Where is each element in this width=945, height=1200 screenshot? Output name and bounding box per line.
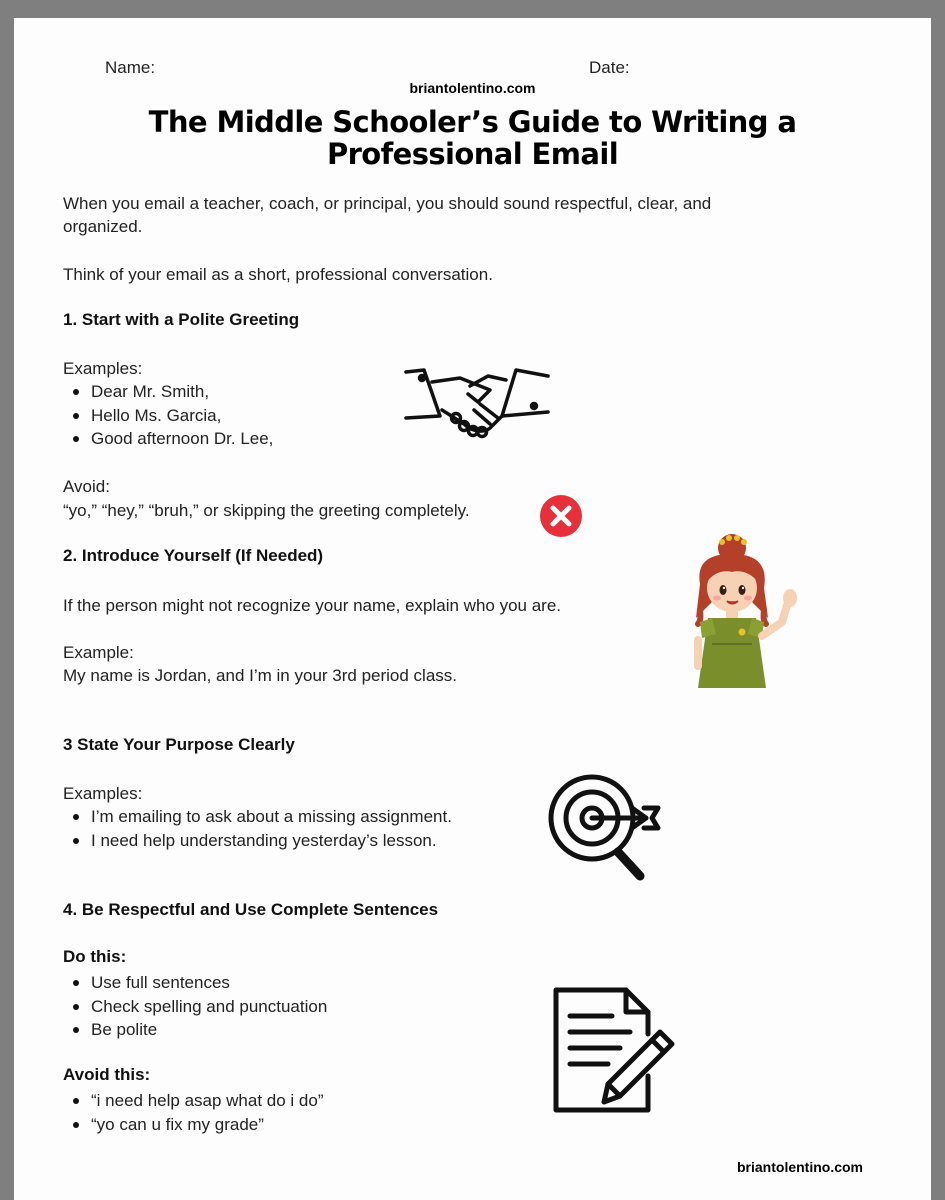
list-item: Hello Ms. Garcia,	[63, 404, 273, 428]
page-title-line1: The Middle Schooler’s Guide to Writing a	[148, 105, 797, 139]
list-item: Dear Mr. Smith,	[63, 380, 273, 404]
list-item: Good afternoon Dr. Lee,	[63, 427, 273, 451]
worksheet-page	[14, 18, 931, 1200]
section3-examples-label: Examples:	[63, 784, 143, 803]
section4-avoid-list	[63, 1089, 324, 1136]
document-pencil-icon	[548, 984, 678, 1116]
intro-line1: When you email a teacher, coach, or principal, you should sound respectful, clear, and	[63, 194, 712, 213]
list-item: “i need help asap what do i do”	[63, 1089, 324, 1113]
intro-line3: Think of your email as a short, professional conversation.	[63, 265, 493, 284]
list-item: Be polite	[63, 1018, 327, 1042]
red-x-icon	[539, 494, 583, 538]
list-item: Check spelling and punctuation	[63, 995, 327, 1019]
girl-waving-illustration	[682, 532, 806, 688]
section1-avoid-label: Avoid:	[63, 477, 110, 496]
section2-heading: 2. Introduce Yourself (If Needed)	[63, 546, 324, 565]
section1-avoid-text: “yo,” “hey,” “bruh,” or skipping the greeting completely.	[63, 501, 470, 520]
section2-body: If the person might not recognize your name, explain who you are.	[63, 596, 562, 615]
section3-heading: 3 State Your Purpose Clearly	[63, 735, 295, 754]
list-item: Use full sentences	[63, 971, 327, 995]
section4-avoid-label: Avoid this:	[63, 1065, 151, 1084]
page-title-line2: Professional Email	[326, 137, 619, 171]
section4-heading: 4. Be Respectful and Use Complete Sentences	[63, 900, 439, 919]
handshake-icon	[402, 360, 552, 440]
intro-line2: organized.	[63, 217, 143, 236]
section1-heading: 1. Start with a Polite Greeting	[63, 310, 300, 329]
section2-example-text: My name is Jordan, and I’m in your 3rd period class.	[63, 666, 458, 685]
target-magnifier-icon	[546, 772, 666, 884]
header-site-url: briantolentino.com	[409, 80, 536, 96]
list-item: I need help understanding yesterday’s lesson.	[63, 829, 452, 853]
date-label: Date:	[589, 58, 630, 77]
footer-site-url: briantolentino.com	[737, 1159, 863, 1175]
section1-examples-label: Examples:	[63, 359, 143, 378]
section4-do-label: Do this:	[63, 947, 127, 966]
section4-do-list	[63, 971, 327, 1042]
name-label: Name:	[105, 58, 156, 77]
section1-examples-list	[63, 380, 273, 451]
section3-examples-list	[63, 805, 452, 852]
list-item: “yo can u fix my grade”	[63, 1113, 324, 1137]
list-item: I’m emailing to ask about a missing assignment.	[63, 805, 452, 829]
section2-example-label: Example:	[63, 643, 134, 662]
